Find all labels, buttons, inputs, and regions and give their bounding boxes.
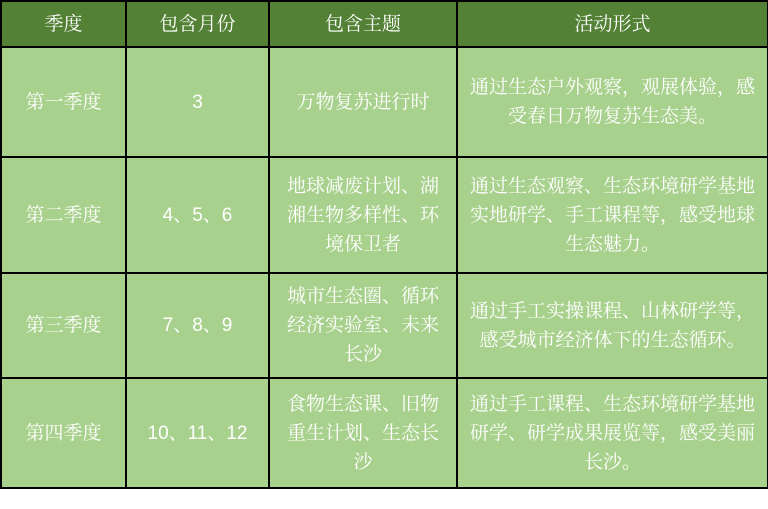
cell-activity: 通过生态户外观察，观展体验，感受春日万物复苏生态美。 [457,47,768,157]
cell-themes: 食物生态课、旧物重生计划、生态长沙 [269,378,457,488]
header-months: 包含月份 [126,1,269,47]
table-header-row [1,1,768,47]
table-row [1,47,768,157]
table-row [1,273,768,378]
cell-themes: 万物复苏进行时 [269,47,457,157]
header-themes: 包含主题 [269,1,457,47]
cell-activity: 通过生态观察、生态环境研学基地实地研学、手工课程等，感受地球生态魅力。 [457,157,768,273]
cell-themes: 地球减废计划、湖湘生物多样性、环境保卫者 [269,157,457,273]
cell-quarter: 第四季度 [1,378,126,488]
cell-months: 10、11、12 [126,378,269,488]
table-row [1,157,768,273]
cell-quarter: 第三季度 [1,273,126,378]
cell-months: 7、8、9 [126,273,269,378]
cell-activity: 通过手工课程、生态环境研学基地研学、研学成果展览等，感受美丽长沙。 [457,378,768,488]
cell-months: 3 [126,47,269,157]
cell-quarter: 第一季度 [1,47,126,157]
header-activity: 活动形式 [457,1,768,47]
cell-themes: 城市生态圈、循环经济实验室、未来长沙 [269,273,457,378]
cell-quarter: 第二季度 [1,157,126,273]
header-quarter: 季度 [1,1,126,47]
table-row [1,378,768,488]
cell-months: 4、5、6 [126,157,269,273]
cell-activity: 通过手工实操课程、山林研学等，感受城市经济体下的生态循环。 [457,273,768,378]
